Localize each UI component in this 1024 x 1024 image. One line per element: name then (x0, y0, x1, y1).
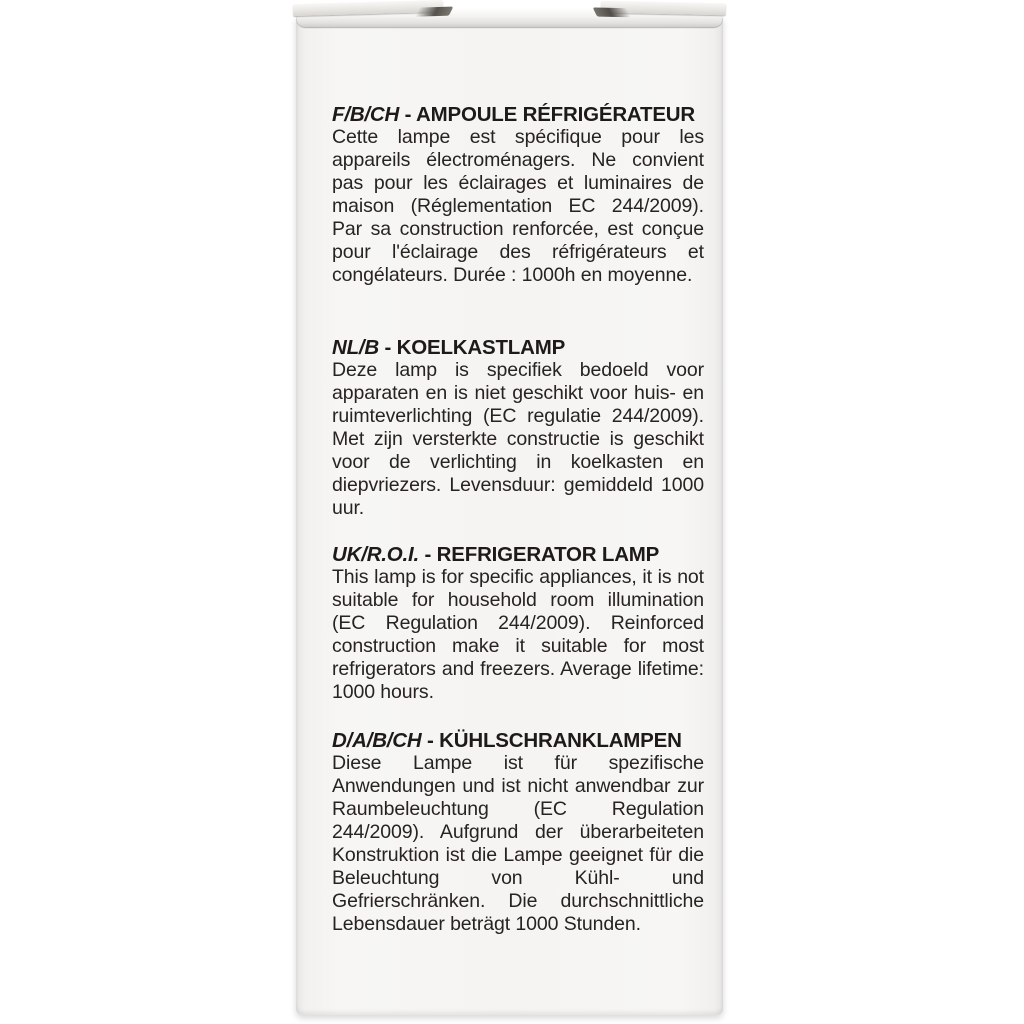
label-text-panel (332, 103, 704, 959)
heading-separator: - (421, 729, 440, 752)
heading-language-prefix: UK/R.O.I. (332, 543, 420, 566)
section-english (332, 543, 704, 706)
heading-language-prefix: NL/B (332, 336, 380, 359)
section-french (332, 103, 704, 313)
heading-title: AMPOULE RÉFRIGÉRATEUR (416, 103, 696, 126)
section-body-english: This lamp is for specific appliances, it is not suitable for household room illumination (EC Regulation 244/2009). Reinforced construction make it suitable for most refrigerators and freezers. Average lifetime: 1000 hours. (332, 566, 704, 703)
section-body-dutch: Deze lamp is specifiek bedoeld voor apparaten en is niet geschikt voor huis- en ruimteverlichting (EC regulatie 244/2009). Met zijn versterkte constructie is geschikt voor de verlichting in koelkasten en diepvriezers. Levensduur: gemiddeld 1000 uur. (332, 359, 704, 519)
heading-separator: - (419, 543, 437, 566)
box-flap-tab-right (601, 1, 726, 16)
product-box (296, 16, 723, 1015)
section-body-french: Cette lampe est spécifique pour les appareils électroménagers. Ne convient pas pour les éclairages et luminaires de maison (Réglementation EC 244/2009). Par sa construction renforcée, est conçue pour l'éclairage des réfrigérateurs et congélateurs. Durée : 1000h en moyenne. (332, 126, 704, 286)
section-heading-english (332, 543, 704, 566)
heading-title: REFRIGERATOR LAMP (436, 543, 660, 566)
heading-title: KOELKASTLAMP (396, 336, 566, 359)
section-heading-dutch (332, 336, 704, 359)
section-dutch (332, 336, 704, 520)
section-heading-french (332, 103, 704, 126)
heading-title: KÜHLSCHRANKLAMPEN (439, 729, 682, 752)
heading-separator: - (379, 336, 397, 359)
section-body-german: Diese Lampe ist für spezifische Anwendungen und ist nicht anwendbar zur Raumbeleuchtung (EC Regulation 244/2009). Aufgrund der überarbeiteten Konstruktion ist die Lampe geeignet für die Beleuchtung von Kühl- und Gefrierschränken. Die durchschnittliche Lebensdauer beträgt 1000 Stunden. (332, 752, 704, 935)
heading-language-prefix: F/B/CH (332, 103, 400, 126)
section-german (332, 729, 704, 936)
box-flap-tab-left (293, 0, 443, 16)
section-heading-german (332, 729, 704, 752)
heading-language-prefix: D/A/B/CH (332, 729, 422, 752)
heading-separator: - (399, 103, 416, 126)
